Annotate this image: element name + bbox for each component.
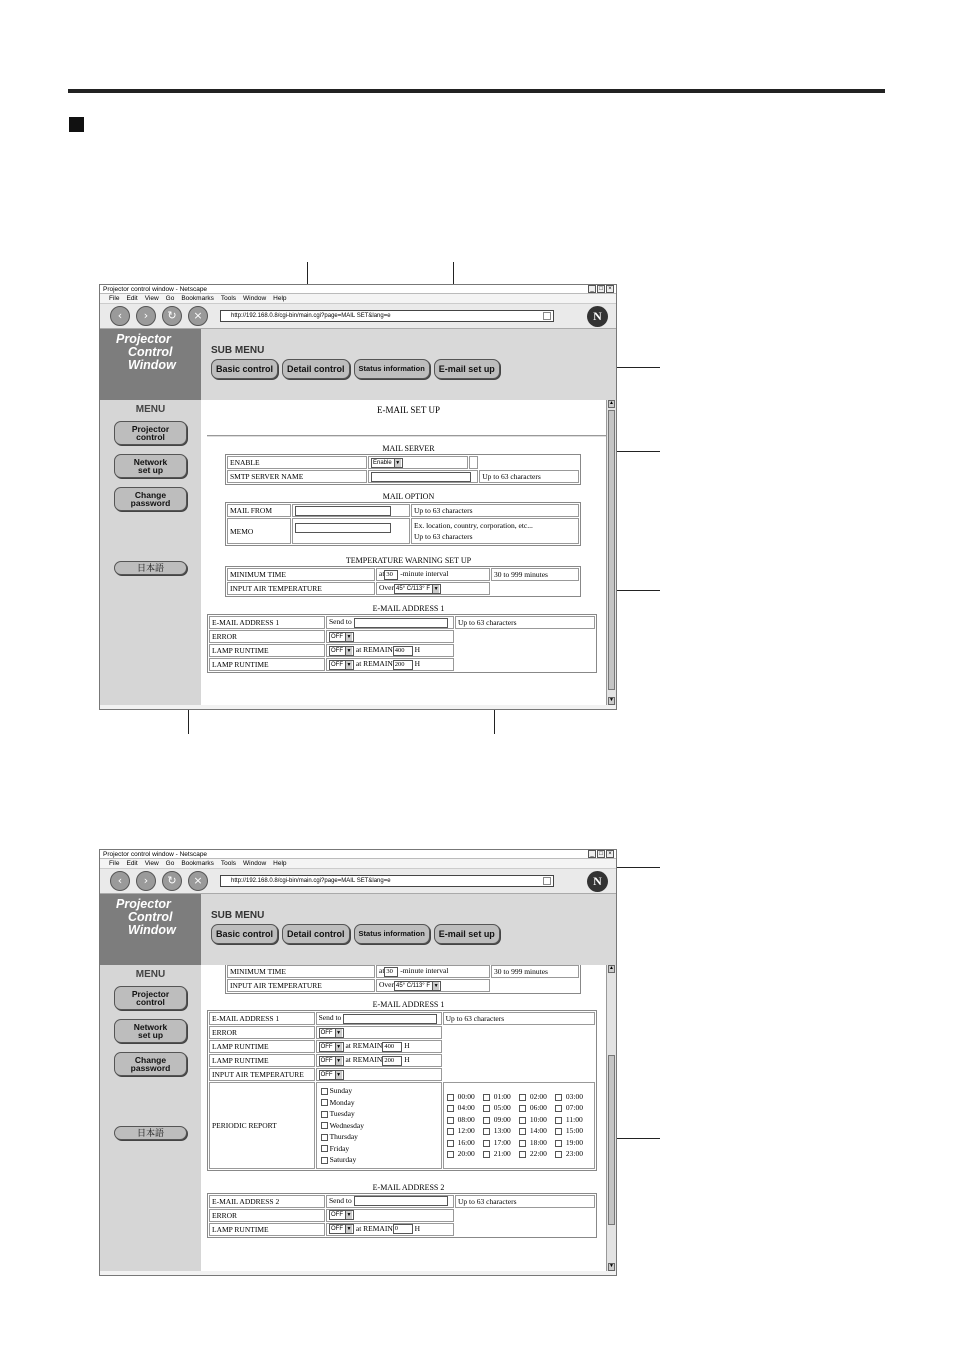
lamp-remain-1-input[interactable]: 400 bbox=[382, 1042, 402, 1052]
mail-from-hint: Up to 63 characters bbox=[411, 504, 579, 517]
status-information-button[interactable]: Status information bbox=[354, 924, 430, 944]
minimum-time-input[interactable]: 30 bbox=[384, 570, 398, 580]
chevron-down-icon: ▼ bbox=[336, 1057, 342, 1064]
detail-control-button[interactable]: Detail control bbox=[282, 924, 350, 944]
japanese-language-button[interactable]: 日本語 bbox=[114, 561, 187, 575]
error-select[interactable]: OFF ▼ bbox=[329, 1210, 354, 1220]
menu-go[interactable]: Go bbox=[165, 295, 175, 302]
minimum-time-range: 30 to 999 minutes bbox=[491, 965, 579, 978]
hour-checkbox[interactable]: 06:00 bbox=[519, 1103, 551, 1112]
air-temp-report-select[interactable]: OFF ▼ bbox=[319, 1070, 344, 1080]
periodic-hours bbox=[443, 1082, 595, 1169]
divider bbox=[207, 435, 610, 437]
mail-option-heading: MAIL OPTION bbox=[382, 492, 435, 501]
japanese-language-button[interactable]: 日本語 bbox=[114, 1126, 187, 1140]
email-address-1-heading: E-MAIL ADDRESS 1 bbox=[372, 1000, 445, 1009]
scroll-down-icon[interactable]: ▼ bbox=[609, 698, 614, 703]
network-setup-button[interactable]: Network set up bbox=[114, 1019, 187, 1043]
day-checkbox[interactable]: Friday bbox=[321, 1143, 437, 1155]
netscape-logo-icon: N bbox=[587, 306, 608, 327]
memo-input[interactable] bbox=[295, 523, 391, 533]
email-address-1-input[interactable] bbox=[354, 618, 448, 628]
url-dropdown-icon[interactable] bbox=[543, 312, 551, 320]
browser-window-2 bbox=[99, 849, 617, 1276]
chevron-down-icon: ▼ bbox=[346, 1212, 352, 1219]
hour-checkbox[interactable]: 05:00 bbox=[483, 1103, 515, 1112]
chevron-down-icon: ▼ bbox=[395, 459, 401, 466]
day-checkbox[interactable]: Tuesday bbox=[321, 1108, 437, 1120]
error-select[interactable]: OFF ▼ bbox=[319, 1028, 344, 1038]
menu-tools[interactable]: Tools bbox=[220, 860, 237, 867]
minimum-time-label: MINIMUM TIME bbox=[227, 965, 375, 978]
menu-view[interactable]: View bbox=[144, 860, 159, 867]
content-area bbox=[201, 965, 616, 1271]
minimum-time-range: 30 to 999 minutes bbox=[491, 568, 579, 581]
lamp-runtime-label: LAMP RUNTIME bbox=[209, 1223, 325, 1236]
stop-icon[interactable]: × bbox=[188, 871, 208, 891]
day-checkbox[interactable]: Thursday bbox=[321, 1131, 437, 1143]
memo-hint: Ex. location, country, corporation, etc... bbox=[414, 521, 533, 530]
close-button[interactable]: × bbox=[606, 285, 614, 293]
email-address-2-table: E-MAIL ADDRESS 2 Send to Up to 63 characters ERROR OFF ▼ LAMP RUNTIME OFF ▼ at REMAIN 0 H bbox=[207, 1193, 597, 1238]
email-address-2-label: E-MAIL ADDRESS 2 bbox=[209, 1195, 325, 1208]
submenu-title: SUB MENU bbox=[211, 345, 265, 356]
menu-title: MENU bbox=[135, 404, 166, 415]
window-title: Projector control window - Netscape bbox=[103, 851, 208, 858]
top-rule bbox=[68, 89, 885, 93]
menu-window[interactable]: Window bbox=[243, 860, 267, 867]
reload-icon[interactable]: ↻ bbox=[162, 871, 182, 891]
scrollbar[interactable] bbox=[606, 965, 616, 1271]
chevron-down-icon: ▼ bbox=[336, 1029, 342, 1036]
hour-checkbox[interactable]: 17:00 bbox=[483, 1138, 515, 1147]
nav-toolbar bbox=[100, 304, 616, 329]
menu-help[interactable]: Help bbox=[273, 860, 287, 867]
hour-checkbox[interactable]: 00:00 bbox=[447, 1092, 479, 1101]
air-temp-select[interactable]: 45° C/113° F ▼ bbox=[394, 981, 441, 991]
email-address-2-input[interactable] bbox=[354, 1196, 448, 1206]
hour-checkbox[interactable]: 07:00 bbox=[555, 1103, 587, 1112]
hour-checkbox[interactable]: 01:00 bbox=[483, 1092, 515, 1101]
day-checkbox[interactable]: Sunday bbox=[321, 1085, 437, 1097]
memo-hint-limit: Up to 63 characters bbox=[414, 532, 473, 541]
hour-checkbox[interactable]: 08:00 bbox=[447, 1115, 479, 1124]
menu-view[interactable]: View bbox=[144, 295, 159, 302]
menu-file[interactable]: File bbox=[109, 295, 120, 302]
menu-bar bbox=[100, 859, 616, 869]
url-bar[interactable] bbox=[220, 310, 554, 322]
email-address-1-table: E-MAIL ADDRESS 1 Send to Up to 63 characters ERROR OFF ▼ LAMP RUNTIME OFF ▼ at REMAIN 400 H LAMP RUNTIME OFF ▼ at REMAIN 200 H bbox=[207, 614, 597, 673]
scroll-thumb[interactable] bbox=[608, 410, 615, 690]
status-information-button[interactable]: Status information bbox=[354, 359, 430, 379]
periodic-days bbox=[316, 1082, 442, 1169]
temperature-table: MINIMUM TIME at 30 -minute interval 30 to 999 minutes INPUT AIR TEMPERATURE Over 45° C/113° F ▼ bbox=[225, 965, 581, 994]
chevron-down-icon: ▼ bbox=[346, 647, 352, 654]
memo-label: MEMO bbox=[227, 518, 291, 544]
hour-checkbox[interactable]: 22:00 bbox=[519, 1149, 551, 1158]
smtp-server-label: SMTP SERVER NAME bbox=[227, 470, 367, 483]
basic-control-button[interactable]: Basic control bbox=[211, 924, 278, 944]
close-button[interactable]: × bbox=[606, 850, 614, 858]
chevron-down-icon: ▼ bbox=[336, 1043, 342, 1050]
submenu bbox=[201, 329, 616, 400]
change-password-button[interactable]: Change password bbox=[114, 487, 187, 511]
temperature-heading: TEMPERATURE WARNING SET UP bbox=[345, 556, 472, 565]
periodic-report-label: PERIODIC REPORT bbox=[209, 1082, 315, 1169]
hour-checkbox[interactable]: 12:00 bbox=[447, 1126, 479, 1135]
hour-checkbox[interactable]: 21:00 bbox=[483, 1149, 515, 1158]
chevron-down-icon: ▼ bbox=[346, 661, 352, 668]
lamp-runtime-2-select[interactable]: OFF ▼ bbox=[329, 660, 354, 670]
menu-edit[interactable]: Edit bbox=[126, 860, 138, 867]
minimize-button[interactable]: _ bbox=[588, 285, 596, 293]
submenu bbox=[201, 894, 616, 965]
detail-control-button[interactable]: Detail control bbox=[282, 359, 350, 379]
maximize-button[interactable]: □ bbox=[597, 850, 605, 858]
email-address-1-input[interactable] bbox=[343, 1014, 437, 1024]
error-label: ERROR bbox=[209, 1209, 325, 1222]
network-setup-button[interactable]: Network set up bbox=[114, 454, 187, 478]
enable-label: ENABLE bbox=[227, 456, 367, 469]
email-address-1-heading: E-MAIL ADDRESS 1 bbox=[372, 604, 445, 613]
hour-checkbox[interactable]: 15:00 bbox=[555, 1126, 587, 1135]
forward-arrow-icon[interactable]: › bbox=[136, 871, 156, 891]
email-address-1-label: E-MAIL ADDRESS 1 bbox=[209, 1012, 315, 1025]
hour-checkbox[interactable]: 09:00 bbox=[483, 1115, 515, 1124]
menu-help[interactable]: Help bbox=[273, 295, 287, 302]
menu-edit[interactable]: Edit bbox=[126, 295, 138, 302]
error-select[interactable]: OFF ▼ bbox=[329, 632, 354, 642]
forward-arrow-icon[interactable]: › bbox=[136, 306, 156, 326]
browser-window-1 bbox=[99, 284, 617, 710]
email-setup-button[interactable]: E-mail set up bbox=[434, 359, 500, 379]
lamp-runtime-2-select[interactable]: OFF ▼ bbox=[319, 1056, 344, 1066]
day-checkbox[interactable]: Saturday bbox=[321, 1154, 437, 1166]
scroll-thumb[interactable] bbox=[608, 1055, 615, 1225]
scroll-down-icon[interactable]: ▼ bbox=[609, 1264, 614, 1269]
lamp-runtime-1-select[interactable]: OFF ▼ bbox=[329, 646, 354, 656]
hour-checkbox[interactable]: 04:00 bbox=[447, 1103, 479, 1112]
hour-checkbox[interactable]: 16:00 bbox=[447, 1138, 479, 1147]
menu-bar bbox=[100, 294, 616, 304]
page-title: E-MAIL SET UP bbox=[377, 405, 440, 415]
chevron-down-icon: ▼ bbox=[346, 633, 352, 640]
hour-checkbox[interactable]: 19:00 bbox=[555, 1138, 587, 1147]
temperature-table: MINIMUM TIME at 30 -minute interval 30 to 999 minutes INPUT AIR TEMPERATURE Over 45° C/113° F ▼ bbox=[225, 566, 581, 597]
air-temp-select[interactable]: 45° C/113° F ▼ bbox=[394, 584, 441, 594]
section-square-bullet bbox=[69, 117, 84, 132]
lamp-runtime-1-select[interactable]: OFF ▼ bbox=[319, 1042, 344, 1052]
day-checkbox[interactable]: Wednesday bbox=[321, 1120, 437, 1132]
menu-file[interactable]: File bbox=[109, 860, 120, 867]
title-bar bbox=[100, 285, 616, 294]
menu-tools[interactable]: Tools bbox=[220, 295, 237, 302]
email-address-2-heading: E-MAIL ADDRESS 2 bbox=[372, 1182, 445, 1192]
input-air-temp-label: INPUT AIR TEMPERATURE bbox=[227, 979, 375, 992]
submenu-title: SUB MENU bbox=[211, 910, 265, 921]
url-bar[interactable] bbox=[220, 875, 554, 887]
chevron-down-icon: ▼ bbox=[433, 982, 439, 989]
mail-from-input[interactable] bbox=[295, 506, 391, 516]
error-label: ERROR bbox=[209, 630, 325, 643]
chevron-down-icon: ▼ bbox=[433, 585, 439, 592]
day-checkbox[interactable]: Monday bbox=[321, 1097, 437, 1109]
lamp-runtime-label: LAMP RUNTIME bbox=[209, 1054, 315, 1067]
content-area bbox=[201, 400, 616, 705]
lamp-runtime-label: LAMP RUNTIME bbox=[209, 658, 325, 671]
mail-from-label: MAIL FROM bbox=[227, 504, 291, 517]
lamp-remain-input[interactable]: 0 bbox=[393, 1224, 413, 1234]
hour-checkbox[interactable]: 14:00 bbox=[519, 1126, 551, 1135]
hour-checkbox[interactable]: 18:00 bbox=[519, 1138, 551, 1147]
reload-icon[interactable]: ↻ bbox=[162, 306, 182, 326]
menu-bookmarks[interactable]: Bookmarks bbox=[181, 295, 214, 302]
minimum-time-input[interactable]: 30 bbox=[384, 967, 398, 977]
maximize-button[interactable]: □ bbox=[597, 285, 605, 293]
url-text: http://192.168.0.8/cgi-bin/main.cgi?page=MAIL SET&lang=e bbox=[231, 313, 391, 319]
hour-checkbox[interactable]: 10:00 bbox=[519, 1115, 551, 1124]
minimum-time-label: MINIMUM TIME bbox=[227, 568, 375, 581]
lamp-remain-1-input[interactable]: 400 bbox=[393, 646, 413, 656]
hour-checkbox[interactable]: 03:00 bbox=[555, 1092, 587, 1101]
smtp-hint: Up to 63 characters bbox=[479, 470, 579, 483]
minimize-button[interactable]: _ bbox=[588, 850, 596, 858]
hour-checkbox[interactable]: 11:00 bbox=[555, 1115, 587, 1124]
change-password-button[interactable]: Change password bbox=[114, 1052, 187, 1076]
netscape-logo-icon: N bbox=[587, 871, 608, 892]
projector-control-button[interactable]: Projector control bbox=[114, 986, 187, 1010]
back-arrow-icon[interactable]: ‹ bbox=[110, 306, 130, 326]
url-dropdown-icon[interactable] bbox=[543, 877, 551, 885]
email-address-1-label: E-MAIL ADDRESS 1 bbox=[209, 616, 325, 629]
email-address-1-hint: Up to 63 characters bbox=[455, 616, 595, 629]
menu-window[interactable]: Window bbox=[243, 295, 267, 302]
app-logo: Projector Control Window bbox=[100, 329, 201, 400]
side-menu bbox=[100, 400, 201, 705]
chevron-down-icon: ▼ bbox=[346, 1226, 352, 1233]
mail-option-table bbox=[225, 502, 581, 546]
chevron-down-icon: ▼ bbox=[336, 1071, 342, 1078]
error-label: ERROR bbox=[209, 1026, 315, 1039]
lamp-runtime-label: LAMP RUNTIME bbox=[209, 1040, 315, 1053]
menu-bookmarks[interactable]: Bookmarks bbox=[181, 860, 214, 867]
nav-toolbar bbox=[100, 869, 616, 894]
mail-server-table bbox=[225, 454, 581, 485]
hour-checkbox[interactable]: 02:00 bbox=[519, 1092, 551, 1101]
lamp-remain-2-input[interactable]: 200 bbox=[382, 1056, 402, 1066]
input-air-temp-label: INPUT AIR TEMPERATURE bbox=[227, 582, 375, 595]
scroll-up-icon[interactable]: ▲ bbox=[609, 966, 614, 971]
callout-line bbox=[611, 451, 660, 452]
email-address-1-hint: Up to 63 characters bbox=[443, 1012, 595, 1025]
hour-checkbox[interactable]: 20:00 bbox=[447, 1149, 479, 1158]
email-address-1-table: E-MAIL ADDRESS 1 Send to Up to 63 characters ERROR OFF ▼ LAMP RUNTIME OFF ▼ at REMAIN 400 H LAMP RUNTIME OFF ▼ at REMAIN 200 H INPUT AIR TEMPERATURE OFF ▼ PERIODIC REPORT Sunday Monday Tuesday Wednesday Thursday Friday Saturday 00:00 01:00 02:00 03:00 04:00 05:00 06:00 07:00 08:00 09:00 10:00 11:00 12:00 13:00 14:00 15:00 16:00 17:00 18:00 19:00 20:00 21:00 22:00 23:00 bbox=[207, 1010, 597, 1171]
hour-checkbox[interactable]: 13:00 bbox=[483, 1126, 515, 1135]
scroll-up-icon[interactable]: ▲ bbox=[609, 401, 614, 406]
url-text: http://192.168.0.8/cgi-bin/main.cgi?page=MAIL SET&lang=e bbox=[231, 878, 391, 884]
menu-title: MENU bbox=[135, 969, 166, 980]
input-air-temp-label: INPUT AIR TEMPERATURE bbox=[209, 1068, 315, 1081]
email-setup-button[interactable]: E-mail set up bbox=[434, 924, 500, 944]
scrollbar[interactable] bbox=[606, 400, 616, 705]
hour-checkbox[interactable]: 23:00 bbox=[555, 1149, 587, 1158]
back-arrow-icon[interactable]: ‹ bbox=[110, 871, 130, 891]
projector-control-button[interactable]: Projector control bbox=[114, 421, 187, 445]
lamp-runtime-select[interactable]: OFF ▼ bbox=[329, 1224, 354, 1234]
lamp-remain-2-input[interactable]: 200 bbox=[393, 660, 413, 670]
side-menu bbox=[100, 965, 201, 1271]
stop-icon[interactable]: × bbox=[188, 306, 208, 326]
enable-select[interactable]: Enable ▼ bbox=[371, 458, 403, 468]
lamp-runtime-label: LAMP RUNTIME bbox=[209, 644, 325, 657]
menu-go[interactable]: Go bbox=[165, 860, 175, 867]
mail-server-heading: MAIL SERVER bbox=[382, 444, 435, 453]
window-title: Projector control window - Netscape bbox=[103, 286, 208, 293]
basic-control-button[interactable]: Basic control bbox=[211, 359, 278, 379]
app-logo: Projector Control Window bbox=[100, 894, 201, 965]
smtp-server-input[interactable] bbox=[371, 472, 471, 482]
email-address-2-hint: Up to 63 characters bbox=[455, 1195, 595, 1208]
title-bar bbox=[100, 850, 616, 859]
